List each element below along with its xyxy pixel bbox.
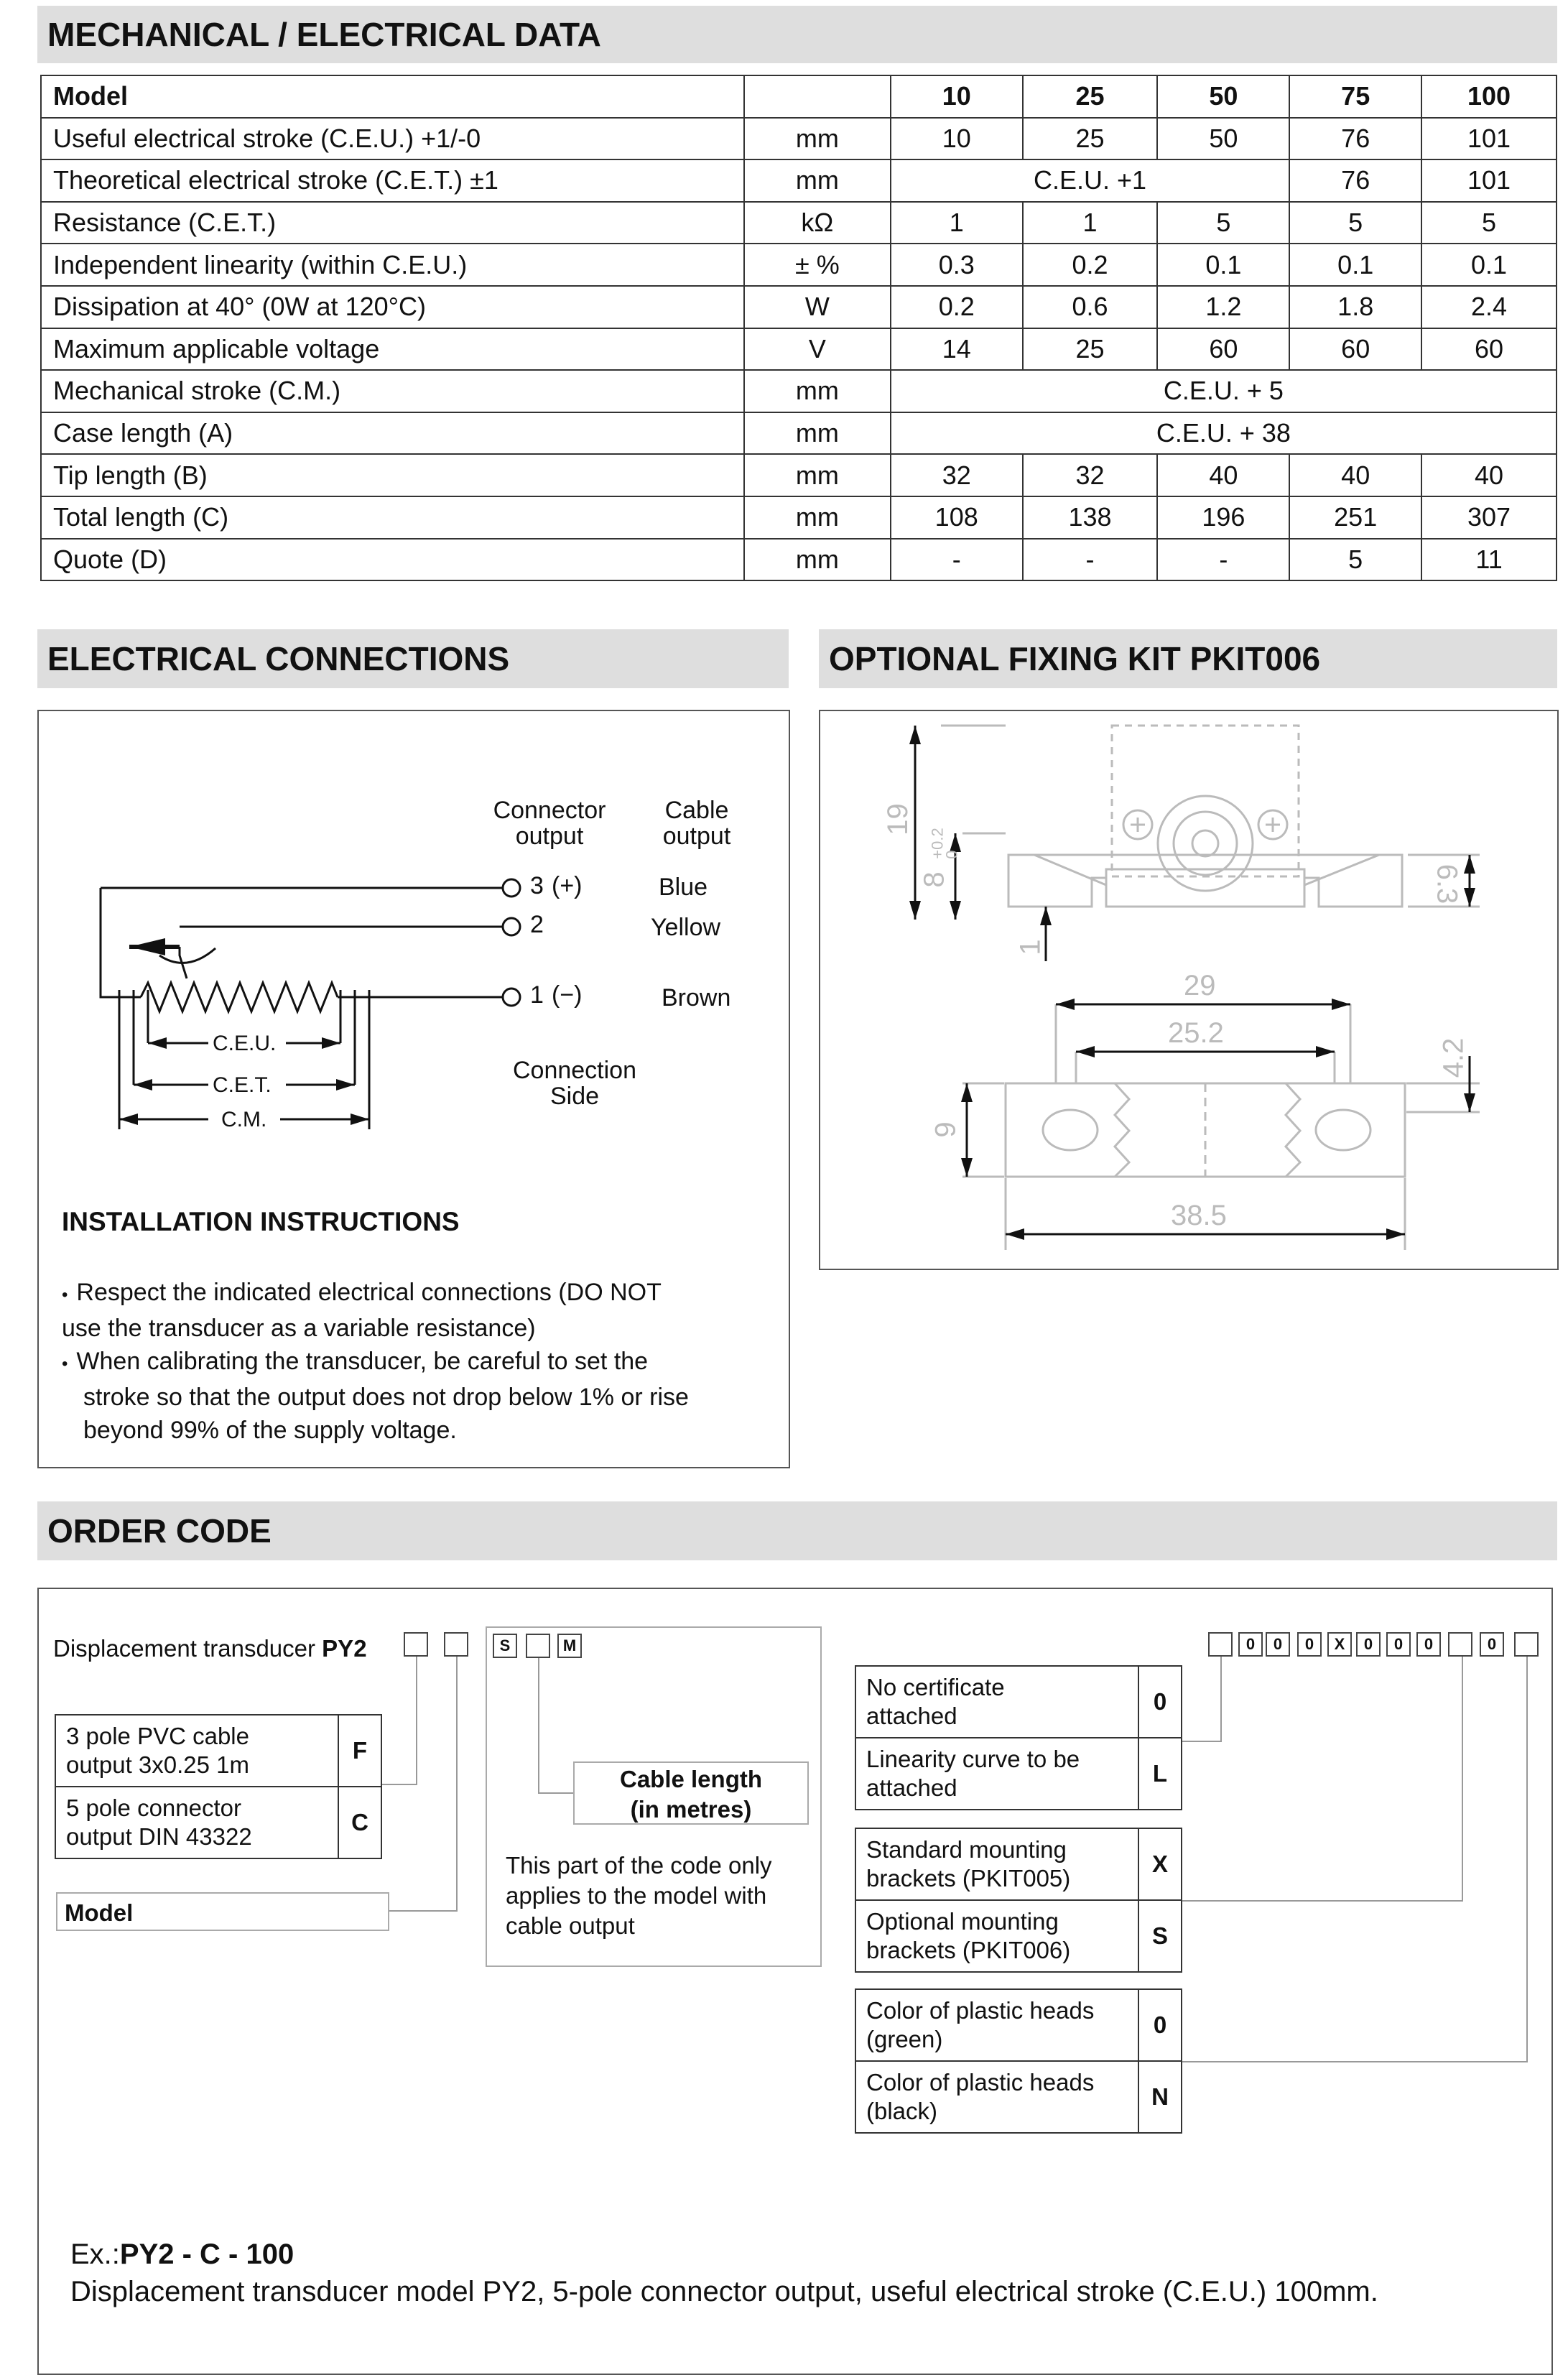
cell: 196: [1157, 496, 1289, 539]
cell: 1: [891, 202, 1023, 244]
cell: 5: [1157, 202, 1289, 244]
cell: 251: [1289, 496, 1421, 539]
row-label: Quote (D): [41, 539, 744, 581]
dim-19: 19: [881, 803, 914, 835]
row-unit: mm: [744, 454, 891, 496]
install-bullet-1-cont: use the transducer as a variable resistance): [62, 1315, 536, 1342]
row-unit: kΩ: [744, 202, 891, 244]
dim-tolerance: +0.2 0: [928, 828, 961, 859]
cell: 25: [1023, 328, 1158, 371]
header-model-value: 25: [1023, 75, 1158, 118]
row-label: Total length (C): [41, 496, 744, 539]
cell: -: [1157, 539, 1289, 581]
cell: 1.2: [1157, 286, 1289, 328]
row-label: Case length (A): [41, 412, 744, 455]
header-model: Model: [41, 75, 744, 118]
bracket-option-code: X: [1138, 1828, 1182, 1900]
elec-section-title: ELECTRICAL CONNECTIONS: [37, 629, 789, 688]
example-code: Ex.:PY2 - C - 100: [70, 2238, 294, 2270]
cell: 76: [1289, 118, 1421, 160]
cell: 60: [1289, 328, 1421, 371]
color-option-text: Color of plastic heads (black): [855, 2061, 1138, 2133]
cable-note: This part of the code only applies to the model with cable output: [506, 1852, 772, 1939]
dim-6-3: 6.3: [1431, 863, 1463, 904]
dim-29: 29: [1184, 970, 1216, 1001]
cert-option-text: Linearity curve to be attached: [855, 1738, 1138, 1810]
row-label: Dissipation at 40° (0W at 120°C): [41, 286, 744, 328]
code-box-fixed: 0: [1266, 1632, 1290, 1657]
ceu-label: C.E.U.: [213, 1032, 277, 1055]
row-label: Independent linearity (within C.E.U.): [41, 244, 744, 286]
table-row: [855, 1989, 1182, 2061]
row-unit: ± %: [744, 244, 891, 286]
cell: 60: [1157, 328, 1289, 371]
pin-2-number: 2: [530, 911, 544, 938]
row-label: Useful electrical stroke (C.E.U.) +1/-0: [41, 118, 744, 160]
header-model-value: 50: [1157, 75, 1289, 118]
cell: 0.2: [1023, 244, 1158, 286]
code-box-fixed: 0: [1238, 1632, 1263, 1657]
cell: 101: [1421, 118, 1557, 160]
pin-1-number: 1: [530, 981, 544, 1009]
cell: 14: [891, 328, 1023, 371]
code-box-s: S: [493, 1634, 517, 1658]
cell: 2.4: [1421, 286, 1557, 328]
code-box-cert: [1208, 1632, 1233, 1657]
row-label: Tip length (B): [41, 454, 744, 496]
table-row: [855, 1666, 1182, 1738]
row-unit: mm: [744, 159, 891, 202]
table-row: [855, 1900, 1182, 1972]
cell: 5: [1289, 539, 1421, 581]
color-brown: Brown: [662, 984, 731, 1011]
mech-section-title: MECHANICAL / ELECTRICAL DATA: [37, 6, 1557, 63]
install-bullet-2: • When calibrating the transducer, be careful to set the: [62, 1348, 649, 1375]
row-unit: W: [744, 286, 891, 328]
cell: -: [891, 539, 1023, 581]
code-box-brackets: [1448, 1632, 1472, 1657]
code-box-fixed: 0: [1480, 1632, 1504, 1657]
cell: 25: [1023, 118, 1158, 160]
row-unit: mm: [744, 496, 891, 539]
table-row: [55, 1787, 381, 1858]
pin-1-sign: (−): [552, 981, 583, 1009]
cell: 5: [1421, 202, 1557, 244]
code-box-fixed: 0: [1297, 1632, 1322, 1657]
certificate-table: [855, 1665, 1182, 1810]
cell: 32: [1023, 454, 1158, 496]
output-table: [55, 1714, 382, 1859]
cell: 101: [1421, 159, 1557, 202]
cell: 0.3: [891, 244, 1023, 286]
cable-output-label: Cable output: [662, 797, 731, 850]
code-box-color: [1514, 1632, 1539, 1657]
cell: 10: [891, 118, 1023, 160]
connector-output-label: Connector output: [493, 797, 606, 850]
model-label-box: Model: [56, 1892, 389, 1931]
bracket-option-text: Optional mounting brackets (PKIT006): [855, 1900, 1138, 1972]
transducer-label: Displacement transducer PY2: [53, 1635, 367, 1662]
code-box-fixed: 0: [1386, 1632, 1411, 1657]
bracket-option-text: Standard mounting brackets (PKIT005): [855, 1828, 1138, 1900]
dim-9: 9: [929, 1121, 962, 1138]
code-box-fixed: 0: [1416, 1632, 1441, 1657]
row-unit: mm: [744, 370, 891, 412]
header-model-value: 100: [1421, 75, 1557, 118]
table-row: [55, 1715, 381, 1787]
cet-label: C.E.T.: [213, 1073, 272, 1097]
cell: 40: [1421, 454, 1557, 496]
kit-section-title: OPTIONAL FIXING KIT PKIT006: [819, 629, 1557, 688]
color-option-code: 0: [1138, 1989, 1182, 2061]
output-option-text: 5 pole connector output DIN 43322: [55, 1787, 338, 1858]
cert-option-code: L: [1138, 1738, 1182, 1810]
cell: 11: [1421, 539, 1557, 581]
table-row: [855, 1828, 1182, 1900]
table-row: [855, 2061, 1182, 2133]
cell: 0.2: [891, 286, 1023, 328]
cell: 0.6: [1023, 286, 1158, 328]
cell: 40: [1289, 454, 1421, 496]
cell: 60: [1421, 328, 1557, 371]
row-label: Mechanical stroke (C.M.): [41, 370, 744, 412]
cell: 0.1: [1289, 244, 1421, 286]
cert-option-text: No certificate attached: [855, 1666, 1138, 1738]
cell: 307: [1421, 496, 1557, 539]
color-table: [855, 1988, 1182, 2134]
color-blue: Blue: [659, 874, 708, 901]
merged-cell: C.E.U. +1: [891, 159, 1289, 202]
color-option-text: Color of plastic heads (green): [855, 1989, 1138, 2061]
pin-3-sign: (+): [552, 872, 583, 899]
install-bullet-2-cont: stroke so that the output does not drop below 1% or rise: [83, 1384, 689, 1411]
install-bullet-1: • Respect the indicated electrical connections (DO NOT: [62, 1279, 662, 1306]
dim-38-5: 38.5: [1171, 1200, 1227, 1231]
code-box-m: M: [557, 1634, 582, 1658]
cell: 50: [1157, 118, 1289, 160]
header-model-value: 75: [1289, 75, 1421, 118]
dim-1: 1: [1014, 939, 1047, 955]
connection-side-label: Connection Side: [512, 1057, 636, 1110]
cell: 32: [891, 454, 1023, 496]
cable-length-box: Cable length (in metres): [573, 1761, 809, 1825]
cell: 138: [1023, 496, 1158, 539]
merged-cell: C.E.U. + 5: [891, 370, 1557, 412]
cell: 1.8: [1289, 286, 1421, 328]
merged-cell: C.E.U. + 38: [891, 412, 1557, 455]
row-label: Maximum applicable voltage: [41, 328, 744, 371]
cell: 108: [891, 496, 1023, 539]
cell: 76: [1289, 159, 1421, 202]
dim-8: 8: [918, 871, 950, 888]
cell: 40: [1157, 454, 1289, 496]
row-label: Theoretical electrical stroke (C.E.T.) ±1: [41, 159, 744, 202]
color-option-code: N: [1138, 2061, 1182, 2133]
install-bullet-2-cont: beyond 99% of the supply voltage.: [83, 1417, 457, 1444]
row-unit: V: [744, 328, 891, 371]
example-description: Displacement transducer model PY2, 5-pole connector output, useful electrical stroke (C.E.U.) 100mm.: [70, 2276, 1378, 2307]
install-title: INSTALLATION INSTRUCTIONS: [62, 1207, 460, 1236]
cell: 0.1: [1421, 244, 1557, 286]
output-option-text: 3 pole PVC cable output 3x0.25 1m: [55, 1715, 338, 1787]
cell: 5: [1289, 202, 1421, 244]
bracket-table: [855, 1828, 1182, 1973]
dim-25-2: 25.2: [1168, 1017, 1224, 1049]
row-unit: mm: [744, 412, 891, 455]
cell: 1: [1023, 202, 1158, 244]
output-option-code: C: [338, 1787, 381, 1858]
row-unit: mm: [744, 539, 891, 581]
cert-option-code: 0: [1138, 1666, 1182, 1738]
bracket-option-code: S: [1138, 1900, 1182, 1972]
pin-3-number: 3: [530, 872, 544, 899]
cell: 0.1: [1157, 244, 1289, 286]
color-yellow: Yellow: [651, 914, 721, 941]
cell: -: [1023, 539, 1158, 581]
dim-4-2: 4.2: [1437, 1037, 1470, 1078]
row-label: Resistance (C.E.T.): [41, 202, 744, 244]
output-option-code: F: [338, 1715, 381, 1787]
order-section-title: ORDER CODE: [37, 1501, 1557, 1560]
row-unit: mm: [744, 118, 891, 160]
header-model-value: 10: [891, 75, 1023, 118]
table-row: [855, 1738, 1182, 1810]
cm-label: C.M.: [221, 1108, 267, 1131]
code-box-fixed: 0: [1356, 1632, 1381, 1657]
code-box-x: X: [1327, 1632, 1352, 1657]
